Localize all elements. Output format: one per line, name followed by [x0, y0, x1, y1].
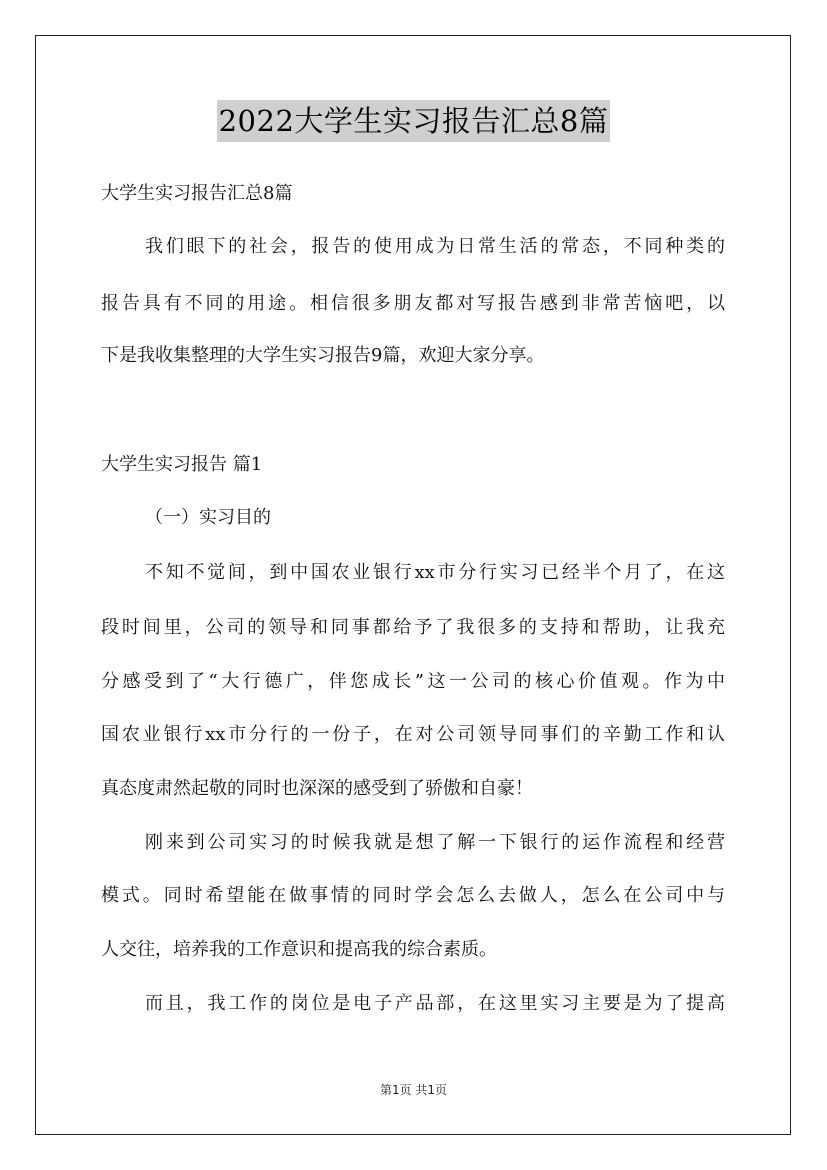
paragraph-line: 我们眼下的社会，报告的使用成为日常生活的常态，不同种类的	[145, 236, 725, 257]
paragraph-line: 分感受到了“大行德广，伴您成长”这一公司的核心价值观。作为中	[101, 671, 725, 692]
paragraph-line: 国农业银行xx市分行的一份子，在对公司领导同事们的辛勤工作和认	[101, 724, 725, 745]
page-number-footer: 第1页 共1页	[379, 1083, 448, 1097]
paragraph-line: 人交往，培养我的工作意识和提高我的综合素质。	[101, 939, 497, 960]
paragraph-line: 报告具有不同的用途。相信很多朋友都对写报告感到非常苦恼吧，以	[101, 293, 725, 314]
paragraph-line: 段时间里，公司的领导和同事都给予了我很多的支持和帮助，让我充	[101, 617, 725, 638]
subtitle-line: 大学生实习报告汇总8篇	[101, 183, 293, 204]
paragraph-line: 不知不觉间，到中国农业银行xx市分行实习已经半个月了，在这	[145, 562, 725, 583]
section-heading: 大学生实习报告 篇1	[101, 454, 263, 475]
paragraph-line: 真态度肃然起敬的同时也深深的感受到了骄傲和自豪！	[101, 778, 533, 799]
document-title: 2022大学生实习报告汇总8篇	[217, 100, 611, 142]
paragraph-line: 下是我收集整理的大学生实习报告9篇，欢迎大家分享。	[101, 345, 545, 366]
subsection-heading: （一）实习目的	[145, 507, 271, 528]
paragraph-line: 模式。同时希望能在做事情的同时学会怎么去做人，怎么在公司中与	[101, 885, 725, 906]
paragraph-line: 而且，我工作的岗位是电子产品部，在这里实习主要是为了提高	[145, 993, 725, 1014]
title-container	[0, 100, 827, 142]
paragraph-line: 刚来到公司实习的时候我就是想了解一下银行的运作流程和经营	[145, 832, 725, 853]
